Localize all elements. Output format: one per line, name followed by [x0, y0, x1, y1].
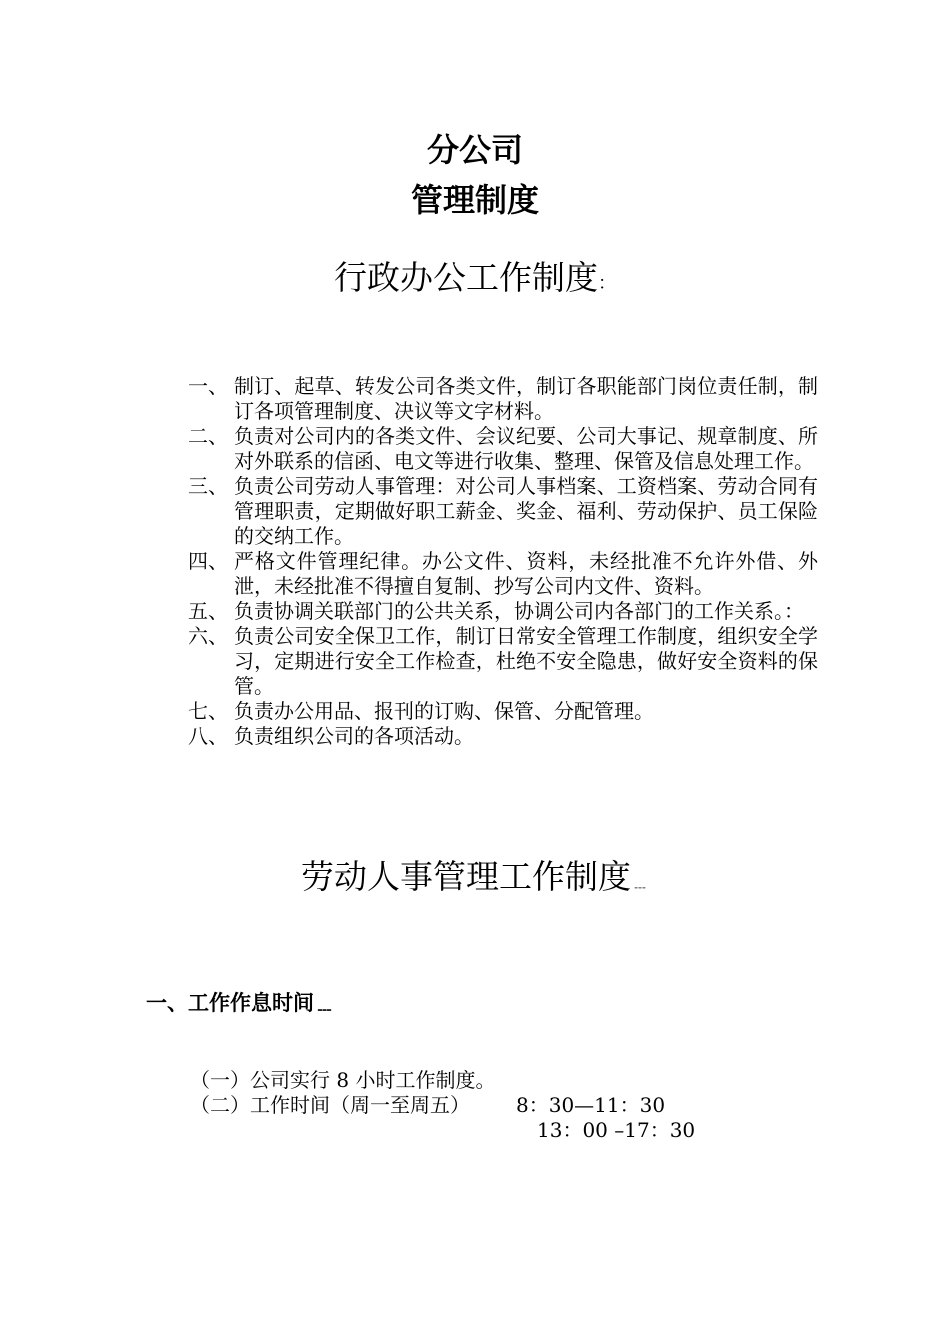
- admin-duties-list: [188, 374, 818, 749]
- list-item: [188, 549, 818, 599]
- section-title-text: 劳动人事管理工作制度: [301, 857, 631, 896]
- item-number: 三、: [188, 474, 228, 498]
- list-item: [188, 724, 818, 749]
- list-item: [188, 374, 818, 424]
- item-number: 八、: [188, 724, 228, 748]
- item-number: 七、: [188, 699, 228, 723]
- section-title-hr: [0, 855, 950, 905]
- item-text: 负责对公司内的各类文件、会议纪要、公司大事记、规章制度、所对外联系的信函、电文等进行收集、整理、保管及信息处理工作。: [234, 424, 818, 473]
- item-text: 负责办公用品、报刊的订购、保管、分配管理。: [234, 699, 654, 723]
- section-title-mark: ﹍: [631, 872, 649, 893]
- item-number: 五、: [188, 599, 228, 623]
- item-number: 二、: [188, 424, 228, 448]
- item-text: 严格文件管理纪律。办公文件、资料，未经批准不允许外借、外泄，未经批准不得擅自复制、抄写公司内文件、资料。: [234, 549, 818, 598]
- item-text: 负责组织公司的各项活动。: [234, 724, 474, 748]
- morning-hours: 8：30—11：30: [516, 1093, 666, 1117]
- list-item: [188, 424, 818, 474]
- list-item: [188, 699, 818, 724]
- list-item: [188, 599, 818, 624]
- section-title-admin: [0, 256, 950, 306]
- item-number: 四、: [188, 549, 228, 573]
- item-number: 一、: [188, 374, 228, 398]
- document-title: 管理制度: [410, 181, 539, 219]
- list-item: [188, 474, 818, 549]
- section-title-mark: ：: [598, 273, 616, 294]
- item-text: 制订、起草、转发公司各类文件，制订各职能部门岗位责任制，制订各项管理制度、决议等文字材料。: [234, 374, 818, 423]
- section-title-text: 行政办公工作制度: [334, 258, 598, 297]
- subsection-heading: 一、工作作息时间﹍: [146, 991, 335, 1015]
- work-hours-line-1: （一）公司实行 8 小时工作制度。: [190, 1068, 496, 1092]
- afternoon-hours: 13：00 –17：30: [537, 1118, 696, 1142]
- item-number: 六、: [188, 624, 228, 648]
- item-text: 负责公司安全保卫工作，制订日常安全管理工作制度，组织安全学习，定期进行安全工作检查，杜绝不安全隐患，做好安全资料的保管。: [234, 624, 818, 698]
- work-hours-label: （二）工作时间（周一至周五）: [190, 1093, 470, 1117]
- company-title: 分公司: [426, 131, 523, 169]
- item-text: 负责公司劳动人事管理：对公司人事档案、工资档案、劳动合同有管理职责，定期做好职工薪金、奖金、福利、劳动保护、员工保险的交纳工作。: [234, 474, 818, 548]
- item-text: 负责协调关联部门的公共关系，协调公司内各部门的工作关系。：: [234, 599, 804, 623]
- list-item: [188, 624, 818, 699]
